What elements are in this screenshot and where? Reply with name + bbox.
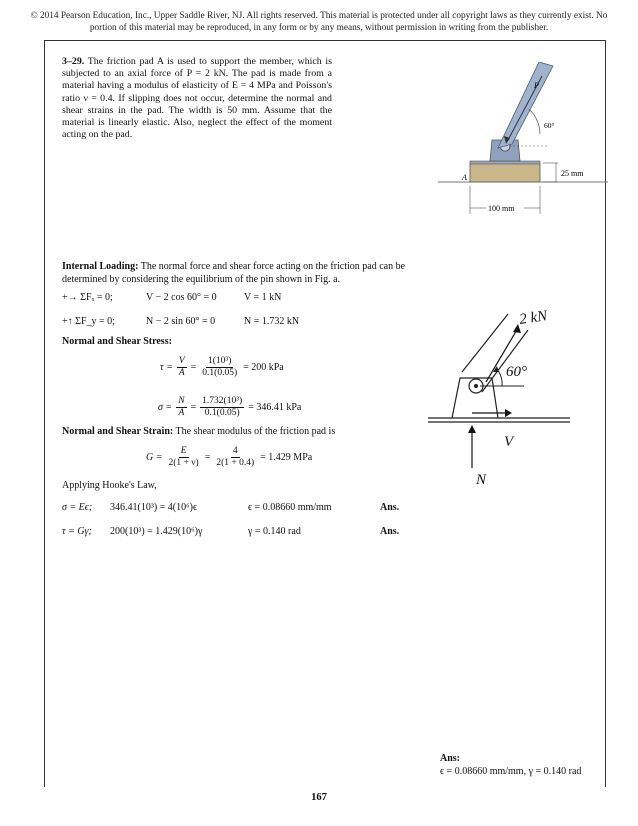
shear-stress-equation: τ = $\frac{V}{A}$ = $\frac{\text{1(10³)}}{0.1(0.05)}$ = 200 kPa <box>160 356 284 378</box>
eq-y-body: N − 2 sin 60° = 0 <box>146 316 216 327</box>
inclined-member <box>498 62 553 148</box>
eq-y-result: N = 1.732 kN <box>244 316 300 327</box>
sketch-N-arrowhead <box>468 425 476 433</box>
problem-text: The friction pad A is used to support the member, which is subjected to an axial force of P = 2 kN. The pad is made from a material having a modulus of elasticity of E = 4 MPa and Poisson's ratio ν = 0.4. If slipping does not occur, determine the normal and shear strains in the pad. The width is 50 mm. Assume that the material is linearly elastic. Also, neglect the effect of the moment acting on the pad. <box>62 56 333 141</box>
pad-plate <box>470 161 540 164</box>
friction-pad-figure <box>430 62 610 222</box>
tau-fraction-2: $\frac{\text{1(10³)}}{0.1(0.05)}$ <box>202 356 238 378</box>
shear-modulus-equation: G = $\frac{E}{2(1 + \nu)}$ = $\frac{4}{2(1 + 0.4)}$ = 1.429 MPa <box>146 446 313 468</box>
hooke-row1-result: ϵ = 0.08660 mm/mm <box>248 502 332 513</box>
tau-lhs: τ = <box>160 362 173 373</box>
hooke-row-shear <box>62 526 399 537</box>
eq-y-lead: +↑ ΣF_y = 0; <box>62 316 115 327</box>
equilibrium-eq-y <box>62 316 299 327</box>
strain-paragraph <box>62 426 335 439</box>
hooke-row2-sub: 200(10³) = 1.429(10⁶)γ <box>110 526 203 537</box>
internal-loading-paragraph <box>62 261 414 286</box>
strain-text: The shear modulus of the friction pad is <box>175 426 336 437</box>
G-fraction-2: $\frac{4}{2(1 + 0.4)}$ <box>216 446 255 468</box>
sigma-fraction-1: $\frac{N}{A}$ <box>178 396 185 418</box>
final-answer-value: ϵ = 0.08660 mm/mm, γ = 0.140 rad <box>440 766 582 777</box>
sketch-member-right <box>482 330 528 392</box>
angle-arc <box>529 109 540 134</box>
problem-statement <box>62 56 332 141</box>
sketch-V-arrowhead <box>505 409 512 417</box>
sketch-angle-label: 60° <box>506 364 527 380</box>
sigma-fraction-2: $\frac{\text{1.732(10³)}}{0.1(0.05)}$ <box>202 396 243 418</box>
problem-number: 3–29. <box>62 56 85 67</box>
hooke-row2-law: τ = Gγ; <box>62 526 92 537</box>
hooke-row1-ans: Ans. <box>380 502 400 513</box>
force-label-P: P <box>534 81 539 90</box>
final-answer-label: Ans: <box>440 753 461 764</box>
internal-loading-heading: Internal Loading: <box>62 261 139 272</box>
hooke-row-normal <box>62 502 399 513</box>
copyright-notice: © 2014 Pearson Education, Inc., Upper Saddle River, NJ. All rights reserved. This material is protected under all copyright laws as they currently exist. No portion of this material may be reproduced, in any form or by any means, without permission in writing from the publisher. <box>30 11 608 33</box>
G-fraction-1: $\frac{E}{2(1 + \nu)}$ <box>168 446 199 468</box>
hooke-row1-sub: 346.41(10³) = 4(10⁶)ϵ <box>110 502 197 513</box>
sketch-member-left <box>462 314 508 372</box>
friction-pad <box>470 163 540 182</box>
G-lhs: G = <box>146 452 163 463</box>
hooke-row2-ans: Ans. <box>380 526 400 537</box>
hooke-row1-law: σ = Eϵ; <box>62 502 93 513</box>
width-label: 100 mm <box>488 204 515 213</box>
sketch-V-label: V <box>504 434 514 450</box>
sigma-result: = 346.41 kPa <box>248 402 302 413</box>
sketch-force-label: 2 kN <box>518 308 549 328</box>
height-label: 25 mm <box>561 169 584 178</box>
sketch-N-label: N <box>476 472 487 488</box>
equilibrium-eq-x <box>62 292 281 303</box>
internal-loading-text: The normal force and shear force acting on the friction pad can be determined by considering the equilibrium of the pin shown in Fig. a. <box>62 261 406 285</box>
strain-heading: Normal and Shear Strain: <box>62 426 174 437</box>
angle-label: 60° <box>544 121 555 130</box>
stress-heading: Normal and Shear Stress: <box>62 336 172 347</box>
hooke-row2-result: γ = 0.140 rad <box>248 526 301 537</box>
eq-x-result: V = 1 kN <box>244 292 282 303</box>
tau-fraction-1: $\frac{V}{A}$ <box>178 356 185 378</box>
G-result: = 1.429 MPa <box>260 452 313 463</box>
sketch-bracket <box>452 378 498 418</box>
final-answer-box <box>440 752 581 778</box>
eq-x-body: V − 2 cos 60° = 0 <box>146 292 217 303</box>
hooke-text: Applying Hooke's Law, <box>62 480 157 491</box>
free-body-sketch <box>420 300 600 490</box>
tau-result: = 200 kPa <box>243 362 284 373</box>
normal-stress-equation: σ = $\frac{N}{A}$ = $\frac{\text{1.732(10³)}}{0.1(0.05)}$ = 346.41 kPa <box>158 396 302 418</box>
page-number: 167 <box>311 792 327 803</box>
pad-label-A: A <box>462 173 467 182</box>
eq-x-lead: +→ ΣFₓ = 0; <box>62 292 113 303</box>
sigma-lhs: σ = <box>158 402 173 413</box>
